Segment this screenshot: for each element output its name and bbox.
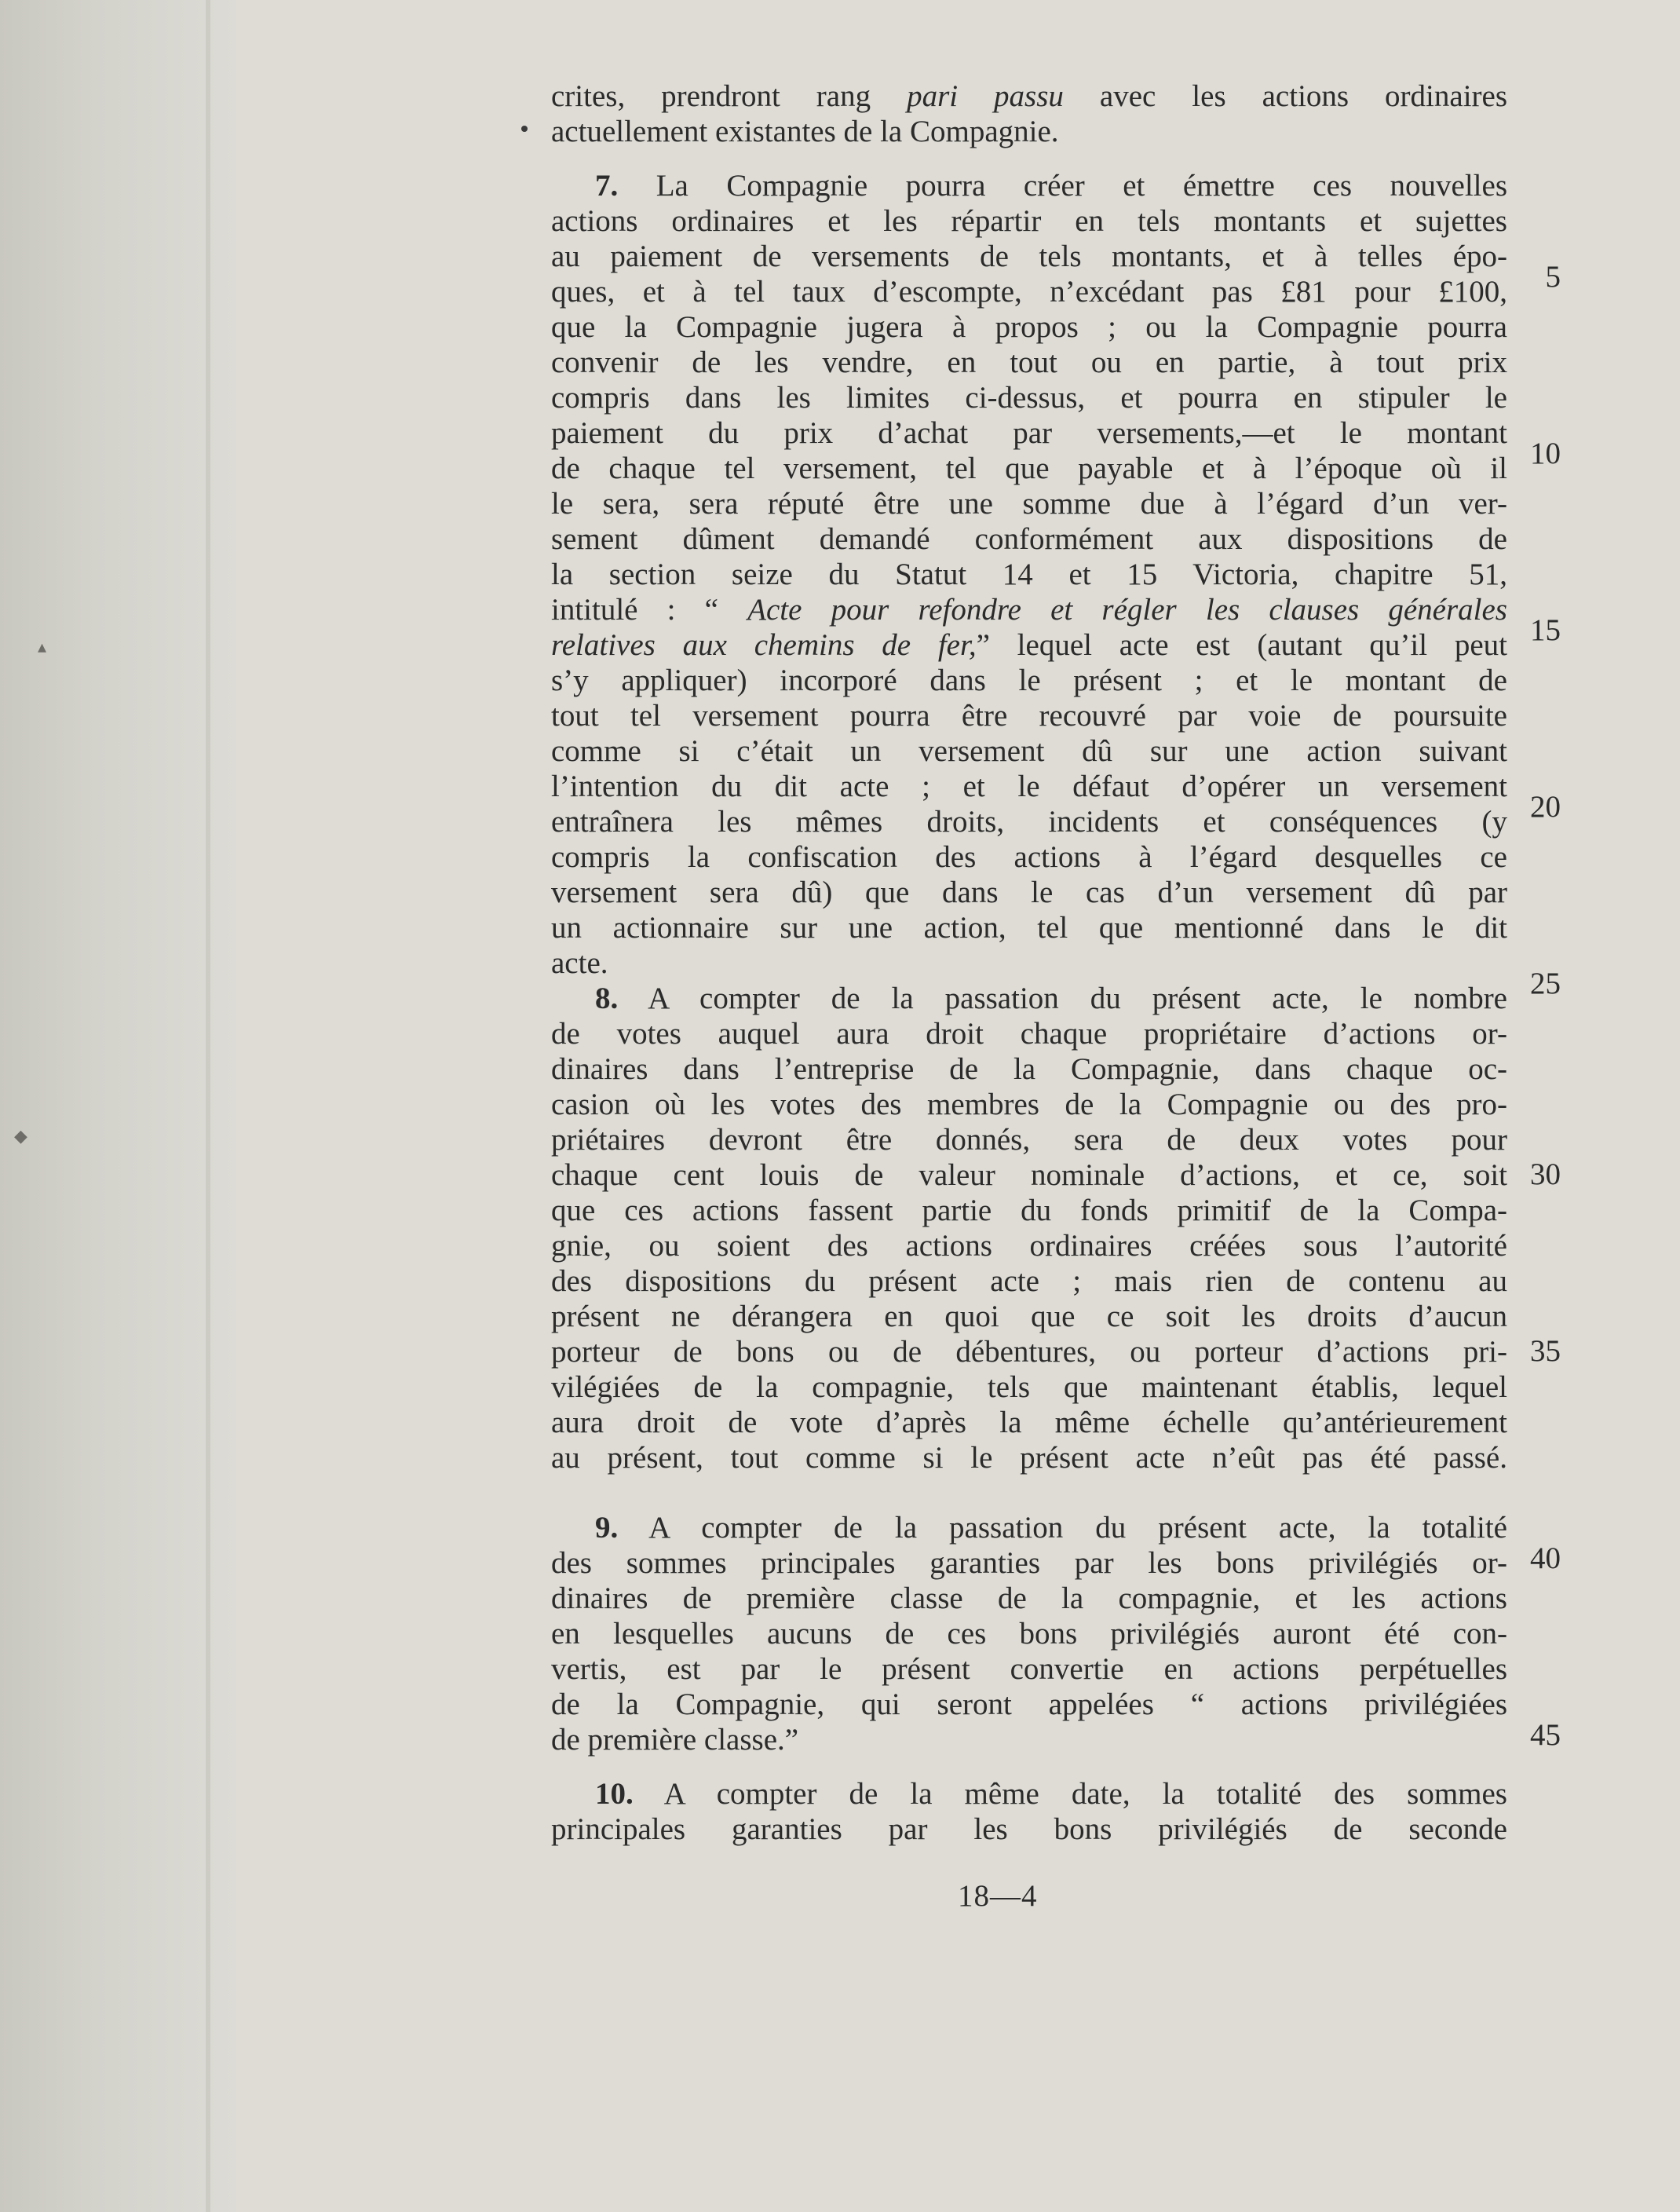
- text-line: aura droit de vote d’après la même échelle qu’antérieurement: [551, 1406, 1507, 1439]
- text-line: compris la confiscation des actions à l’égard desquelles ce: [551, 840, 1507, 874]
- text-line: dinaires dans l’entreprise de la Compagnie, dans chaque oc-: [551, 1052, 1507, 1086]
- line-number: 30: [1530, 1157, 1561, 1191]
- binding-fold: [206, 0, 210, 2212]
- text-line: de votes auquel aura droit chaque propriétaire d’actions or-: [551, 1017, 1507, 1051]
- text-line: l’intention du dit acte ; et le défaut d’opérer un versement: [551, 770, 1507, 803]
- speck-mark: ▴: [38, 638, 47, 657]
- text-line: vilégiées de la compagnie, tels que maintenant établis, lequel: [551, 1370, 1507, 1404]
- text-line: que la Compagnie jugera à propos ; ou la Compagnie pourra: [551, 310, 1507, 344]
- text-line: actions ordinaires et les répartir en tels montants et sujettes: [551, 204, 1507, 238]
- section-number: 10.: [595, 1777, 634, 1811]
- text-line: la section seize du Statut 14 et 15 Victoria, chapitre 51,: [551, 558, 1507, 591]
- text-line: tout tel versement pourra être recouvré par voie de poursuite: [551, 699, 1507, 733]
- line-number: 10: [1530, 437, 1561, 470]
- text-line: intitulé : “ Acte pour refondre et régler les clauses générales: [551, 593, 1507, 627]
- section-7-first-line: 7. La Compagnie pourra créer et émettre ces nouvelles: [595, 169, 1508, 203]
- text-line: gnie, ou soient des actions ordinaires créées sous l’autorité: [551, 1229, 1507, 1263]
- text-line: s’y appliquer) incorporé dans le présent ; et le montant de: [551, 664, 1507, 697]
- text-line: sement dûment demandé conformément aux dispositions de: [551, 522, 1507, 556]
- text-line: paiement du prix d’achat par versements,—et le montant: [551, 416, 1507, 450]
- section-number: 9.: [595, 1511, 619, 1545]
- text-line: de chaque tel versement, tel que payable et à l’époque où il: [551, 452, 1507, 485]
- text-line: de la Compagnie, qui seront appelées “ actions privilégiées: [551, 1687, 1507, 1721]
- text-line: relatives aux chemins de fer,” lequel acte est (autant qu’il peut: [551, 628, 1507, 662]
- line-number: 20: [1530, 790, 1561, 824]
- text-line: compris dans les limites ci-dessus, et pourra en stipuler le: [551, 381, 1507, 415]
- line-number: 40: [1530, 1541, 1561, 1575]
- section-number: 7.: [595, 169, 619, 203]
- page-folio: 18—4: [958, 1879, 1038, 1913]
- text-line: porteur de bons ou de débentures, ou porteur d’actions pri-: [551, 1335, 1507, 1369]
- text-line: casion où les votes des membres de la Compagnie ou des pro-: [551, 1088, 1507, 1121]
- text-line: dinaires de première classe de la compagnie, et les actions: [551, 1581, 1507, 1615]
- speck-mark: ◆: [14, 1127, 27, 1146]
- text-line: actuellement existantes de la Compagnie.: [551, 115, 1059, 148]
- body-text: [551, 79, 1507, 1847]
- line-number: 45: [1530, 1718, 1561, 1752]
- text-line: de première classe.”: [551, 1723, 799, 1757]
- line-number: 5: [1545, 260, 1561, 294]
- text-line: priétaires devront être donnés, sera de deux votes pour: [551, 1123, 1507, 1157]
- text-line: des sommes principales garanties par les bons privilégiés or-: [551, 1546, 1507, 1580]
- text-line: ques, et à tel taux d’escompte, n’excédant pas £81 pour £100,: [551, 275, 1507, 309]
- text-line: acte.: [551, 946, 608, 980]
- text-line: chaque cent louis de valeur nominale d’actions, et ce, soit: [551, 1158, 1507, 1192]
- left-gutter: [0, 0, 236, 2212]
- text-line: au présent, tout comme si le présent acte n’eût pas été passé.: [551, 1441, 1507, 1475]
- section-10-first-line: 10. A compter de la même date, la totalité des sommes: [595, 1777, 1507, 1811]
- text-line: un actionnaire sur une action, tel que mentionné dans le dit: [551, 911, 1507, 945]
- line-number: 15: [1530, 613, 1561, 647]
- text-line: versement sera dû) que dans le cas d’un versement dû par: [551, 876, 1507, 909]
- text-line: convenir de les vendre, en tout ou en partie, à tout prix: [551, 346, 1507, 379]
- margin-bullet: [521, 126, 528, 132]
- text-line: comme si c’était un versement dû sur une action suivant: [551, 734, 1507, 768]
- text-line: crites, prendront rang pari passu avec les actions ordinaires: [551, 79, 1507, 113]
- section-8-first-line: 8. A compter de la passation du présent acte, le nombre: [595, 982, 1507, 1015]
- text-line: vertis, est par le présent convertie en actions perpétuelles: [551, 1652, 1507, 1686]
- text-line: en lesquelles aucuns de ces bons privilégiés auront été con-: [551, 1617, 1507, 1651]
- text-line: principales garanties par les bons privilégiés de seconde: [551, 1812, 1507, 1846]
- section-number: 8.: [595, 982, 619, 1015]
- text-line: des dispositions du présent acte ; mais rien de contenu au: [551, 1264, 1507, 1298]
- line-number: 25: [1530, 967, 1561, 1000]
- text-line: que ces actions fassent partie du fonds primitif de la Compa-: [551, 1194, 1507, 1227]
- text-line: le sera, sera réputé être une somme due à l’égard d’un ver-: [551, 487, 1507, 521]
- text-line: au paiement de versements de tels montants, et à telles épo-: [551, 239, 1507, 273]
- line-number: 35: [1530, 1334, 1561, 1368]
- text-line: présent ne dérangera en quoi que ce soit les droits d’aucun: [551, 1300, 1507, 1333]
- text-line: entraînera les mêmes droits, incidents et conséquences (y: [551, 805, 1507, 839]
- section-9-first-line: 9. A compter de la passation du présent acte, la totalité: [595, 1511, 1507, 1545]
